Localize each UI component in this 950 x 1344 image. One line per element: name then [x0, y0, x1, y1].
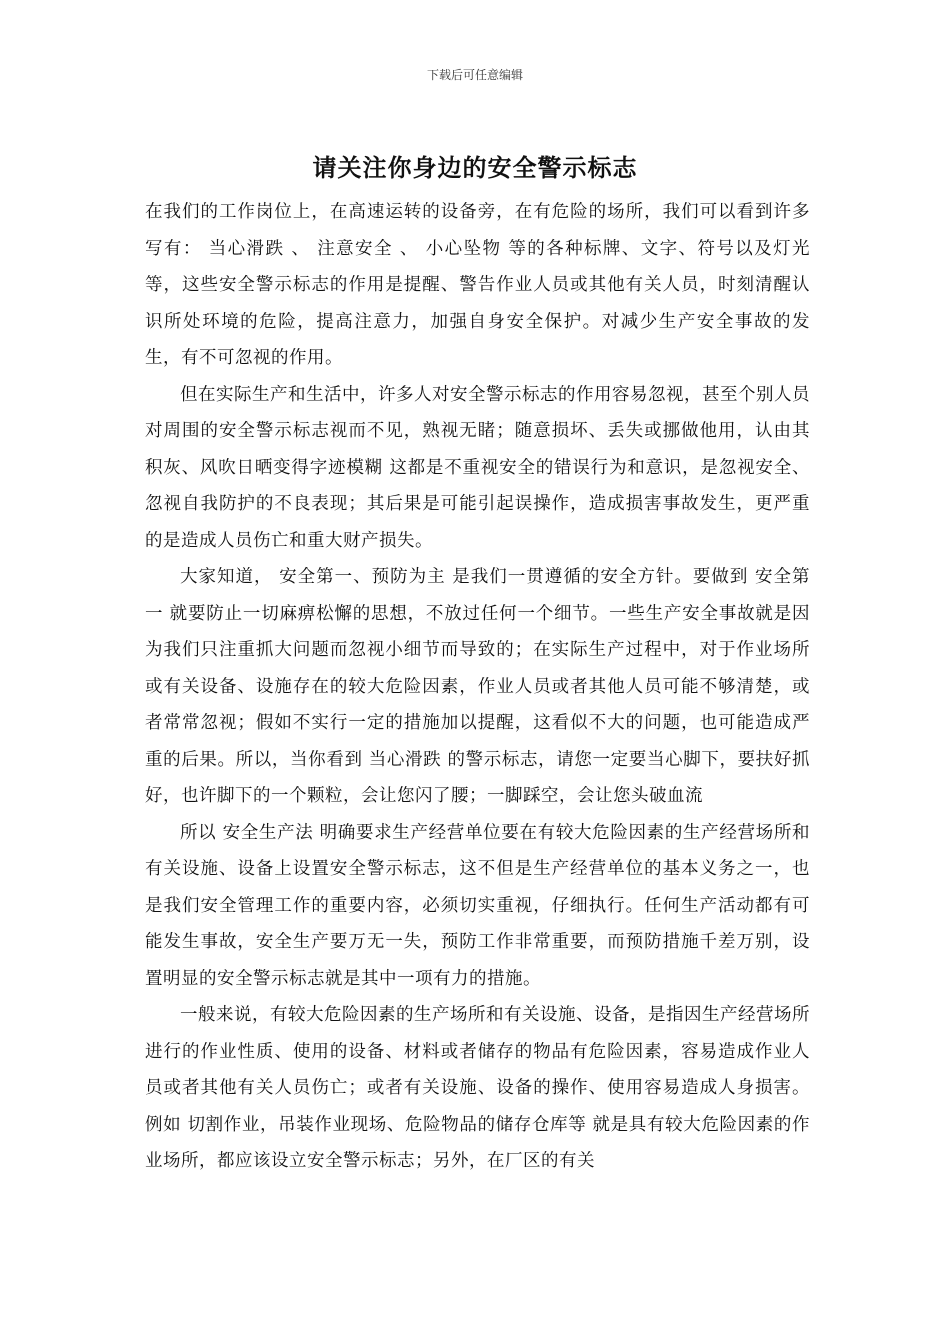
paragraph-5: 一般来说，有较大危险因素的生产场所和有关设施、设备，是指因生产经营场所进行的作业性质、使用的设备、材料或者储存的物品有危险因素，容易造成作业人员或者其他有关人员伤亡；或者有关设施、设备的操作、使用容易造成人身损害。例如 切割作业，吊装作业现场、危险物品的储存仓库等 就是具有较大危险因素的作业场所，都应该设立安全警示标志；另外，在厂区的有关	[145, 1005, 810, 1171]
paragraph-1: 在我们的工作岗位上，在高速运转的设备旁，在有危险的场所，我们可以看到许多写有： 当心滑跌 、 注意安全 、 小心坠物 等的各种标牌、文字、符号以及灯光等，这些安全警示标志的作用是提醒、警告作业人员或其他有关人员，时刻清醒认识所处环境的危险，提高注意力，加强自身安全保护。对减少生产安全事故的发生，有不可忽视的作用。	[145, 202, 810, 368]
document-body	[145, 194, 810, 1180]
header-note: 下载后可任意编辑	[426, 68, 523, 82]
paragraph-4: 所以 安全生产法 明确要求生产经营单位要在有较大危险因素的生产经营场所和有关设施、设备上设置安全警示标志，这不但是生产经营单位的基本义务之一，也是我们安全管理工作的重要内容，必须切实重视，仔细执行。任何生产活动都有可能发生事故，安全生产要万无一失，预防工作非常重要，而预防措施千差万别，设置明显的安全警示标志就是其中一项有力的措施。	[145, 822, 810, 989]
paragraph-3: 大家知道， 安全第一、预防为主 是我们一贯遵循的安全方针。要做到 安全第一 就要防止一切麻痹松懈的思想，不放过任何一个细节。一些生产安全事故就是因为我们只注重抓大问题而忽视小细节而导致的；在实际生产过程中，对于作业场所或有关设备、设施存在的较大危险因素，作业人员或者其他人员可能不够清楚，或者常常忽视；假如不实行一定的措施加以提醒，这看似不大的问题，也可能造成严重的后果。所以，当你看到 当心滑跌 的警示标志，请您一定要当心脚下，要扶好抓好，也许脚下的一个颗粒，会让您闪了腰；一脚踩空，会让您头破血流	[145, 567, 810, 806]
document-title: 请关注你身边的安全警示标志	[312, 153, 638, 182]
paragraph-2: 但在实际生产和生活中，许多人对安全警示标志的作用容易忽视，甚至个别人员对周围的安全警示标志视而不见，熟视无睹；随意损坏、丢失或挪做他用，认由其积灰、风吹日晒变得字迹模糊 这都是不重视安全的错误行为和意识，是忽视安全、忽视自我防护的不良表现；其后果是可能引起误操作，造成损害事故发生，更严重的是造成人员伤亡和重大财产损失。	[145, 384, 810, 551]
